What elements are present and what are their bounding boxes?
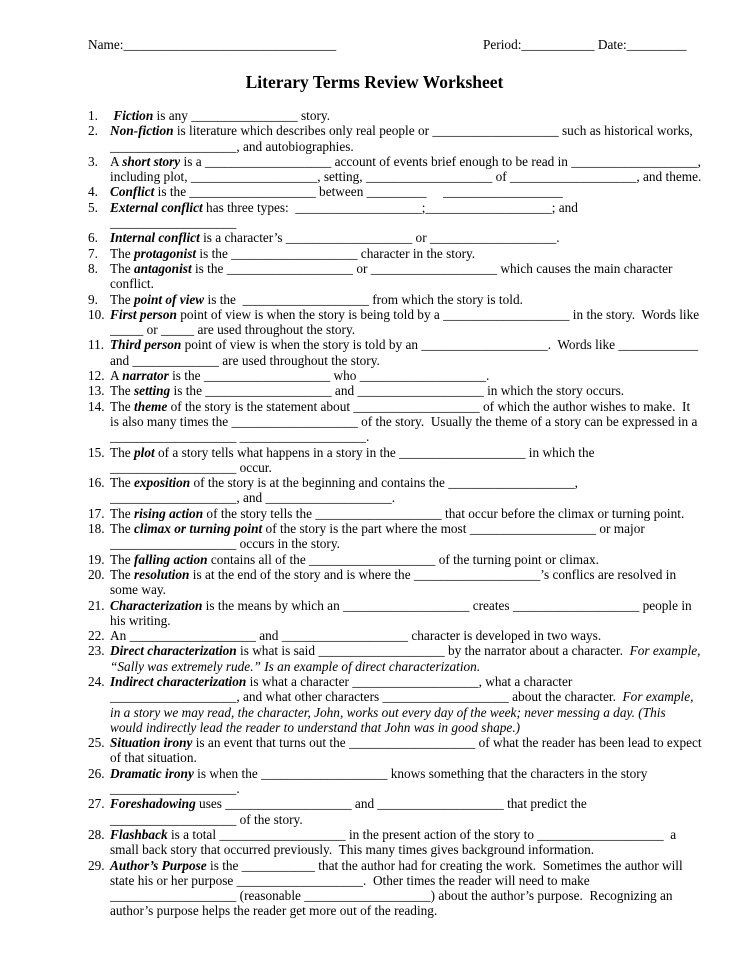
question-text[interactable] (110, 858, 683, 919)
question-text[interactable] (110, 337, 698, 368)
question-segment: ___________________, and autobiographies. (110, 138, 354, 154)
question-segment: A (110, 153, 123, 169)
question-segment: The (110, 505, 134, 521)
literary-term: antagonist (134, 260, 192, 276)
question-text[interactable] (110, 200, 578, 231)
question-segment: The (110, 475, 134, 491)
literary-term: Conflict (110, 184, 155, 200)
question-number: 21. (88, 597, 105, 613)
question-item (88, 383, 728, 398)
question-segment: is the ___________________ and ___________________ in which the story occurs. (170, 383, 625, 399)
question-number: 11. (88, 337, 105, 353)
question-text[interactable] (110, 261, 672, 292)
question-text[interactable] (110, 796, 587, 827)
question-item (88, 628, 728, 643)
question-segment: conflict. (110, 276, 154, 292)
question-segment: The (110, 444, 134, 460)
question-item (88, 735, 728, 766)
question-segment: The (110, 260, 134, 276)
question-text[interactable] (110, 399, 697, 445)
question-segment: of a story tells what happens in a story in the ___________________ in which the (154, 444, 595, 460)
question-number: 1. (88, 108, 98, 123)
question-segment: The (110, 521, 134, 537)
question-item (88, 399, 728, 445)
question-segment: state his or her purpose ___________________. Other times the reader will need to make (110, 872, 590, 888)
question-item (88, 552, 728, 567)
example-text: would indirectly lead the reader to understand that John was in good shape.) (110, 719, 521, 735)
question-item (88, 200, 728, 231)
question-number: 14. (88, 398, 105, 414)
question-segment: point of view is when the story is told by an ___________________. Words like ____________ (181, 337, 699, 353)
question-segment: The (110, 551, 134, 567)
literary-term: Foreshadowing (110, 796, 196, 812)
literary-term: rising action (134, 505, 204, 521)
question-segment: The (110, 398, 134, 414)
question-segment: author’s purpose helps the reader get more out of the reading. (110, 903, 438, 919)
literary-term: First person (110, 306, 177, 322)
question-number: 12. (88, 368, 105, 384)
question-text[interactable] (110, 368, 489, 383)
question-number: 9. (88, 291, 98, 307)
literary-term: plot (134, 444, 155, 460)
question-text[interactable] (110, 735, 702, 766)
question-number: 28. (88, 826, 105, 842)
literary-term: Characterization (110, 597, 203, 613)
literary-term: Author’s Purpose (110, 857, 207, 873)
question-item (88, 108, 728, 123)
question-number: 29. (88, 857, 105, 873)
question-text[interactable] (110, 506, 684, 521)
question-segment: is when the ___________________ knows something that the characters in the story (193, 765, 648, 781)
question-number: 18. (88, 521, 105, 537)
question-item (88, 643, 728, 674)
question-segment: ___________________ (reasonable ___________________) about the author’s purpose. Recognizing an (110, 888, 673, 904)
question-segment: ___________________ occurs in the story. (110, 536, 340, 552)
literary-term: Dramatic irony (110, 765, 194, 781)
question-segment: some way. (110, 582, 167, 598)
question-number: 13. (88, 383, 105, 399)
question-number: 5. (88, 199, 98, 215)
question-segment: contains all of the ___________________ of the turning point or climax. (207, 551, 599, 567)
question-segment: of the story tells the ___________________ that occur before the climax or turning point. (203, 505, 685, 521)
question-segment: is any ________________ story. (153, 108, 331, 123)
example-text: “Sally was extremely rude.” Is an example of direct characterization. (110, 658, 481, 674)
question-segment: is literature which describes only real people or ___________________ such as historical works, (173, 123, 693, 139)
question-number: 3. (88, 153, 98, 169)
literary-term: climax or turning point (134, 521, 263, 537)
question-segment: of the story is at the beginning and contains the ___________________, (190, 475, 578, 491)
question-number: 24. (88, 673, 105, 689)
literary-term: narrator (122, 368, 169, 384)
literary-term: setting (134, 383, 171, 399)
literary-term: exposition (134, 475, 191, 491)
question-segment: is a total ___________________ in the present action of the story to ___________________ a (167, 826, 677, 842)
page-title: Literary Terms Review Worksheet (245, 72, 504, 92)
question-text[interactable] (110, 475, 578, 506)
question-segment: has three types: ___________________;___________________; and (202, 199, 578, 215)
question-segment: ___________________ occur. (110, 459, 272, 475)
question-text[interactable] (110, 445, 595, 476)
literary-term: Non-fiction (110, 123, 174, 139)
literary-term: point of view (134, 291, 205, 307)
question-text[interactable] (110, 292, 523, 307)
question-segment: is the means by which an ___________________ creates ___________________ people in (202, 597, 692, 613)
question-segment: ___________________, and what other characters ___________________ about the character. (110, 689, 623, 705)
question-item (88, 827, 728, 858)
question-number: 26. (88, 765, 105, 781)
question-segment: The (110, 245, 134, 261)
question-item (88, 307, 728, 338)
question-text[interactable] (110, 154, 701, 185)
period-date-field[interactable]: Period:___________ Date:_________ (483, 37, 687, 52)
question-text[interactable] (110, 230, 560, 245)
question-list (88, 108, 728, 919)
question-segment: his writing. (110, 612, 171, 628)
question-number: 7. (88, 245, 98, 261)
question-text[interactable] (110, 674, 693, 735)
question-segment: The (110, 383, 134, 399)
literary-term: Third person (110, 337, 182, 353)
question-segment: of the story is the part where the most ___________________ or major (262, 521, 645, 537)
question-text[interactable] (110, 552, 599, 567)
question-number: 27. (88, 796, 105, 812)
question-segment: ___________________ (110, 215, 237, 231)
question-text[interactable] (110, 383, 624, 398)
question-text[interactable] (110, 123, 693, 154)
question-item (88, 674, 728, 735)
question-item (88, 445, 728, 476)
question-segment: small back story that occurred previously. This many times gives background information. (110, 842, 595, 858)
question-segment: is the ___________________ between _________ __________________ (154, 184, 563, 200)
question-text[interactable] (110, 184, 563, 199)
question-item (88, 230, 728, 245)
question-number: 22. (88, 628, 105, 644)
question-item (88, 506, 728, 521)
question-text[interactable] (110, 827, 676, 858)
question-text[interactable] (110, 108, 330, 123)
question-item (88, 246, 728, 261)
question-number: 10. (88, 306, 105, 322)
question-segment: ___________________ of the story. (110, 811, 303, 827)
literary-term: Flashback (110, 826, 168, 842)
question-number: 8. (88, 260, 98, 276)
question-segment: is the ___________________ character in the story. (196, 245, 476, 261)
question-segment: is an event that turns out the ___________________ of what the reader has been lead to expect (192, 735, 702, 751)
example-text: For example, (629, 643, 701, 659)
question-segment: A (110, 368, 123, 384)
question-text[interactable] (110, 628, 601, 643)
literary-term: protagonist (134, 245, 197, 261)
question-segment: is the ___________________ or ___________________ which causes the main character (191, 260, 673, 276)
question-item (88, 521, 728, 552)
question-segment: ___________________. (110, 781, 240, 797)
question-item (88, 796, 728, 827)
question-item (88, 261, 728, 292)
question-segment: is also many times the ___________________ of the story. Usually the theme of a story can be expressed in a (110, 413, 698, 429)
literary-term: resolution (134, 566, 190, 582)
example-text: in a story we may read, the character, John, works out every day of the week; never messing a day. (This (110, 704, 666, 720)
question-item (88, 567, 728, 598)
question-segment: of the story is the statement about ___________________ of which the author wishes to make. It (167, 398, 691, 414)
question-segment: ___________________, and ___________________. (110, 490, 396, 506)
question-number: 4. (88, 184, 98, 200)
literary-term: External conflict (110, 199, 203, 215)
question-number: 2. (88, 123, 98, 139)
literary-term: short story (122, 153, 181, 169)
question-segment: ___________________ ___________________. (110, 429, 370, 445)
question-item (88, 766, 728, 797)
question-text[interactable] (110, 307, 699, 338)
question-segment: is the ___________________ from which the story is told. (204, 291, 523, 307)
literary-term: falling action (134, 551, 208, 567)
question-number: 23. (88, 643, 105, 659)
question-segment: of that situation. (110, 750, 197, 766)
name-field[interactable]: Name:________________________________ (88, 37, 337, 52)
question-item (88, 475, 728, 506)
question-segment: An ___________________ and ___________________ character is developed in two ways. (110, 628, 602, 644)
question-item (88, 154, 728, 185)
literary-term: Situation irony (110, 735, 193, 751)
question-item (88, 337, 728, 368)
question-text[interactable] (110, 643, 701, 674)
literary-term: Fiction (113, 108, 154, 123)
question-segment: uses ___________________ and ___________________ that predict the (195, 796, 587, 812)
question-segment: _____ or _____ are used throughout the story. (110, 322, 356, 338)
question-segment: is what a character ___________________, what a character (246, 673, 573, 689)
question-item (88, 123, 728, 154)
question-segment: The (110, 291, 134, 307)
question-number: 15. (88, 444, 105, 460)
question-number: 25. (88, 735, 105, 751)
question-segment: is a character’s ___________________ or ___________________. (199, 230, 560, 246)
example-text: For example, (622, 689, 694, 705)
question-item (88, 368, 728, 383)
question-segment: The (110, 566, 134, 582)
question-number: 6. (88, 230, 98, 246)
question-number: 17. (88, 505, 105, 521)
question-text[interactable] (110, 246, 475, 261)
literary-term: Direct characterization (110, 643, 237, 659)
question-number: 20. (88, 566, 105, 582)
literary-term: theme (134, 398, 168, 414)
question-text[interactable] (110, 521, 645, 552)
question-segment: is a ___________________ account of events brief enough to be read in ___________________, (180, 153, 701, 169)
question-number: 16. (88, 475, 105, 491)
literary-term: Internal conflict (110, 230, 200, 246)
question-item (88, 598, 728, 629)
question-segment: is the ___________ that the author had for creating the work. Sometimes the author will (206, 857, 683, 873)
question-segment: including plot, ___________________, setting, ___________________ of ___________________, and theme. (110, 169, 702, 185)
question-segment: is at the end of the story and is where the ___________________’s conflics are resolved in (189, 566, 677, 582)
question-item (88, 184, 728, 199)
question-number: 19. (88, 551, 105, 567)
literary-term: Indirect characterization (110, 673, 247, 689)
question-segment: and _____________ are used throughout the story. (110, 352, 380, 368)
question-segment: point of view is when the story is being told by a ___________________ in the story. Words like (176, 306, 700, 322)
question-segment: is the ___________________ who ___________________. (168, 368, 490, 384)
question-segment: is what is said ___________________ by the narrator about a character. (236, 643, 630, 659)
question-item (88, 858, 728, 919)
question-text[interactable] (110, 598, 692, 629)
question-text[interactable] (110, 567, 676, 598)
question-item (88, 292, 728, 307)
question-text[interactable] (110, 766, 647, 797)
